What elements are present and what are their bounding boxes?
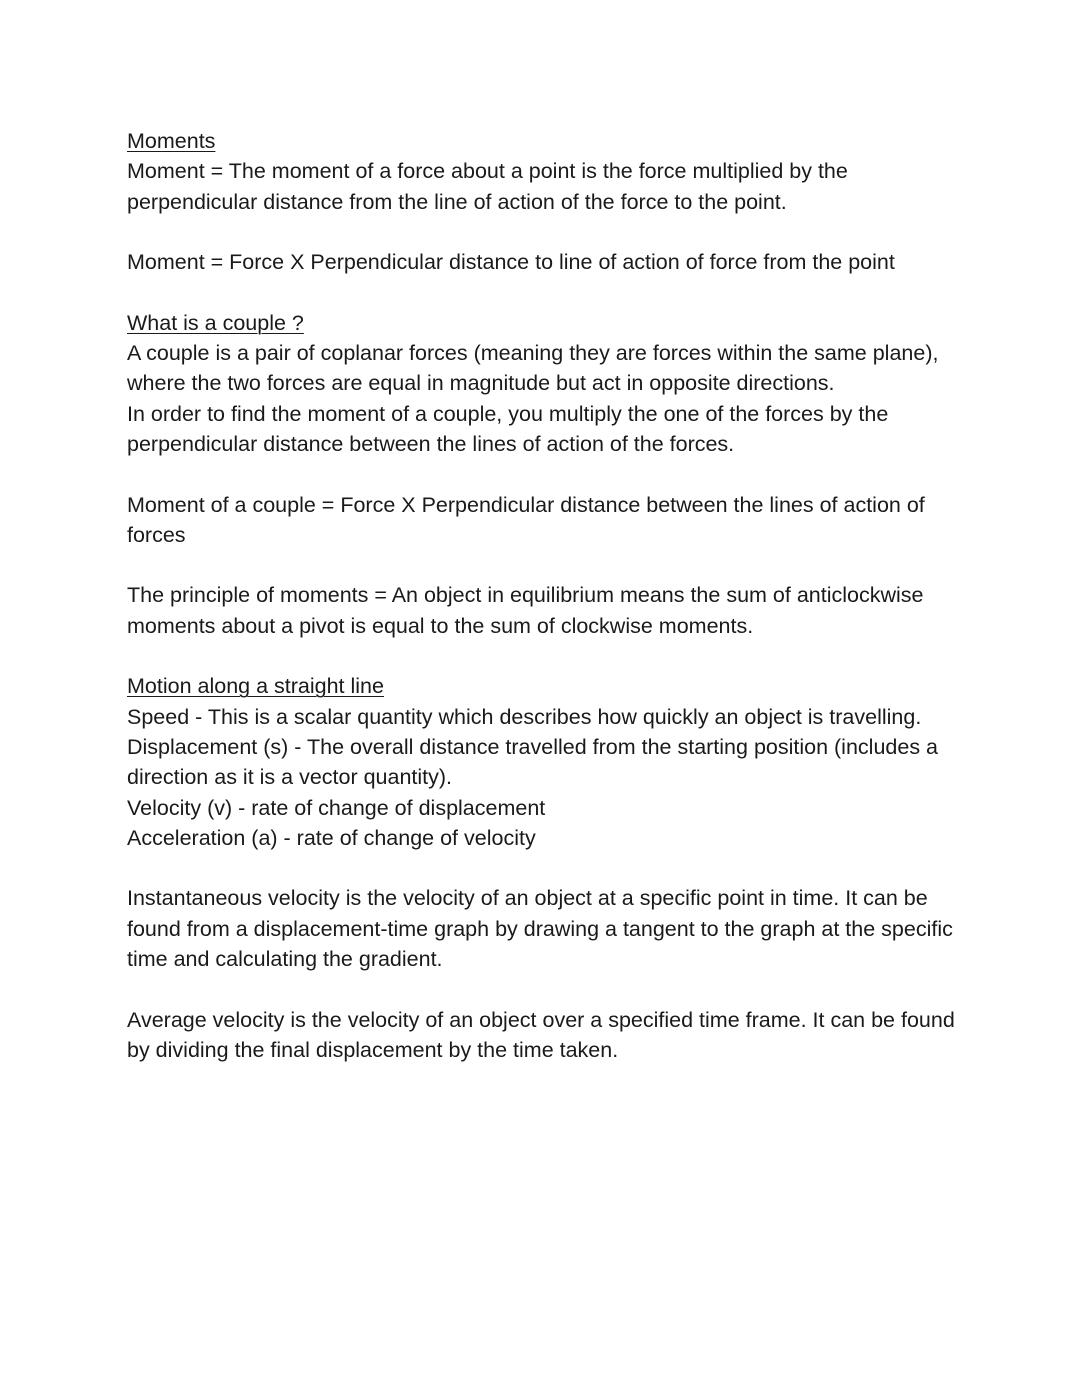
spacer [127,459,967,489]
spacer [127,853,967,883]
moments-heading: Moments [127,129,216,153]
document-page [127,126,967,1065]
spacer [127,641,967,671]
couple-formula: Moment of a couple = Force X Perpendicular distance between the lines of action of forces [127,492,925,547]
spacer [127,217,967,247]
spacer [127,974,967,1004]
displacement-definition: Displacement (s) - The overall distance travelled from the starting position (includes a direction as it is a vector quantity). [127,734,938,790]
spacer [127,277,967,307]
velocity-definition: Velocity (v) - rate of change of displacement [127,795,546,820]
average-velocity: Average velocity is the velocity of an object over a specified time frame. It can be found by dividing the final displacement by the time taken. [127,1007,955,1062]
motion-heading: Motion along a straight line [127,674,384,699]
acceleration-definition: Acceleration (a) - rate of change of velocity [127,825,536,850]
couple-heading: What is a couple ? [127,310,304,335]
speed-definition: Speed - This is a scalar quantity which describes how quickly an object is travelling. [127,704,922,729]
spacer [127,550,967,580]
instantaneous-velocity: Instantaneous velocity is the velocity of an object at a specific point in time. It can be found from a displacement-time graph by drawing a tangent to the graph at the specific time and calculating the gradient. [127,886,953,972]
couple-method: In order to find the moment of a couple, you multiply the one of the forces by the perpendicular distance between the lines of action of the forces. [127,401,889,456]
moment-formula: Moment = Force X Perpendicular distance to line of action of force from the point [127,250,895,275]
moment-definition: Moment = The moment of a force about a point is the force multiplied by the perpendicular distance from the line of action of the force to the point. [127,159,848,214]
principle-of-moments: The principle of moments = An object in equilibrium means the sum of anticlockwise moments about a pivot is equal to the sum of clockwise moments. [127,583,924,638]
couple-definition: A couple is a pair of coplanar forces (meaning they are forces within the same plane), where the two forces are equal in magnitude but act in opposite directions. [127,341,939,396]
